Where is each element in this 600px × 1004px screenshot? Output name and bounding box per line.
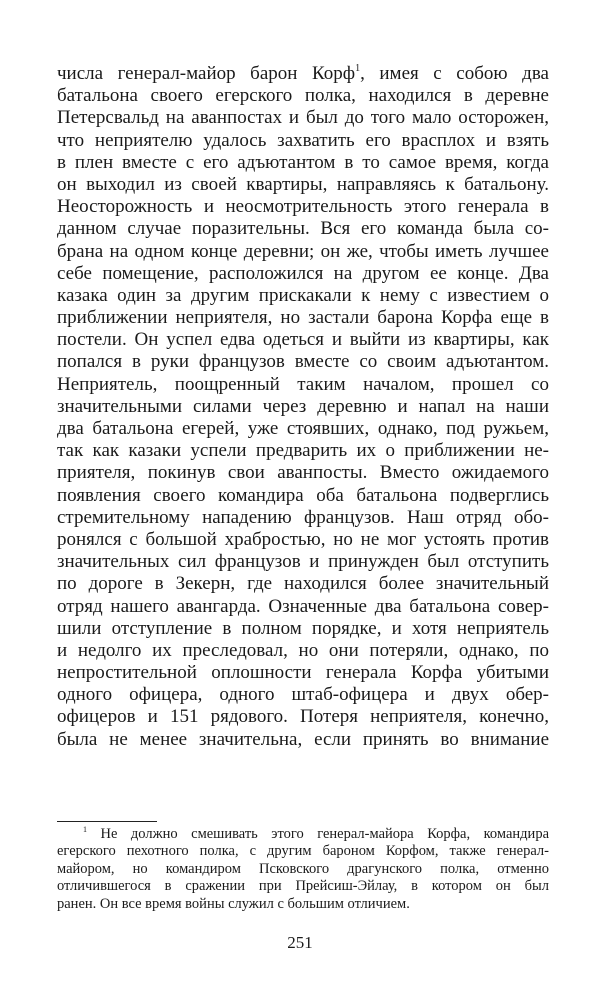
main-text xyxy=(57,63,549,751)
text-line: шили отступление в полном порядке, и хотя неприятель xyxy=(57,617,549,639)
text-line: значительными силами через деревню и напал на наши xyxy=(57,395,549,417)
text-line: что неприятелю удалось захватить его врасплох и взять xyxy=(57,129,549,151)
footnote xyxy=(57,826,549,913)
footnote-line: отличившегося в сражении при Прейсиш-Эйлау, в котором он был xyxy=(57,878,549,895)
footnote-line: егерского пехотного полка, с другим бароном Корфом, также генерал- xyxy=(57,843,549,860)
footnote-line-text: Не должно смешивать этого генерал-майора Корфа, командира xyxy=(100,826,549,842)
footnote-line xyxy=(57,826,549,843)
text-line xyxy=(57,63,549,85)
text-line: приятеля, покинув свои аванпосты. Вместо ожидаемого xyxy=(57,462,549,484)
text-line: брана на одном конце деревни; он же, чтобы иметь лучшее xyxy=(57,240,549,262)
text-line: значительных сил французов и принужден был отступить xyxy=(57,551,549,573)
text-line: ронялся с большой храбростью, но не мог устоять против xyxy=(57,528,549,550)
text-line: он выходил из своей квартиры, направляясь к батальону. xyxy=(57,173,549,195)
footnote-line: майором, но командиром Псковского драгунского полка, отменно xyxy=(57,860,549,877)
text-line: батальона своего егерского полка, находился в деревне xyxy=(57,85,549,107)
text-line: в плен вместе с его адъютантом в то самое время, когда xyxy=(57,151,549,173)
text-line-end: , имея с собою два xyxy=(360,63,549,84)
text-line: данном случае поразительны. Вся его команда была со- xyxy=(57,218,549,240)
page-number: 251 xyxy=(287,933,313,952)
text-line: себе помещение, расположился на другом ее конце. Два xyxy=(57,262,549,284)
text-line: непростительной оплошности генерала Корфа убитыми xyxy=(57,662,549,684)
text-line: Неосторожность и неосмотрительность этого генерала в xyxy=(57,196,549,218)
footnote-divider xyxy=(57,821,157,822)
footnote-ref[interactable]: 1 xyxy=(355,63,361,74)
text-line: попался в руки французов вместе со своим адъютантом. xyxy=(57,351,549,373)
text-line: и недолго их преследовал, но они потеряли, однако, по xyxy=(57,639,549,661)
text-line: Неприятель, поощренный таким началом, прошел со xyxy=(57,373,549,395)
text-line: появления своего командира оба батальона подверглись xyxy=(57,484,549,506)
text-line-start: числа генерал-майор барон Корф xyxy=(57,63,356,84)
text-line: по дороге в Зекерн, где находился более значительный xyxy=(57,573,549,595)
text-line: казака один за другим прискакали к нему с известием о xyxy=(57,284,549,306)
text-line: была не менее значительна, если принять во внимание xyxy=(57,728,549,750)
text-line: отряд нашего авангарда. Означенные два батальона совер- xyxy=(57,595,549,617)
text-line: офицеров и 151 рядового. Потеря неприятеля, конечно, xyxy=(57,706,549,728)
text-line: одного офицера, одного штаб-офицера и двух обер- xyxy=(57,684,549,706)
text-line: так как казаки успели предварить их о приближении не- xyxy=(57,440,549,462)
text-line: два батальона егерей, уже стоявших, однако, под ружьем, xyxy=(57,418,549,439)
text-line: постели. Он успел едва одеться и выйти из квартиры, как xyxy=(57,329,549,351)
footnote-line: ранен. Он все время войны служил с большим отличием. xyxy=(57,895,410,912)
text-line: Петерсвальд на аванпостах и был до того мало осторожен, xyxy=(57,107,549,129)
footnote-marker: 1 xyxy=(83,825,87,834)
text-line: стремительному нападению французов. Наш отряд обо- xyxy=(57,506,549,528)
text-line: приближении неприятеля, но застали барона Корфа еще в xyxy=(57,307,549,329)
